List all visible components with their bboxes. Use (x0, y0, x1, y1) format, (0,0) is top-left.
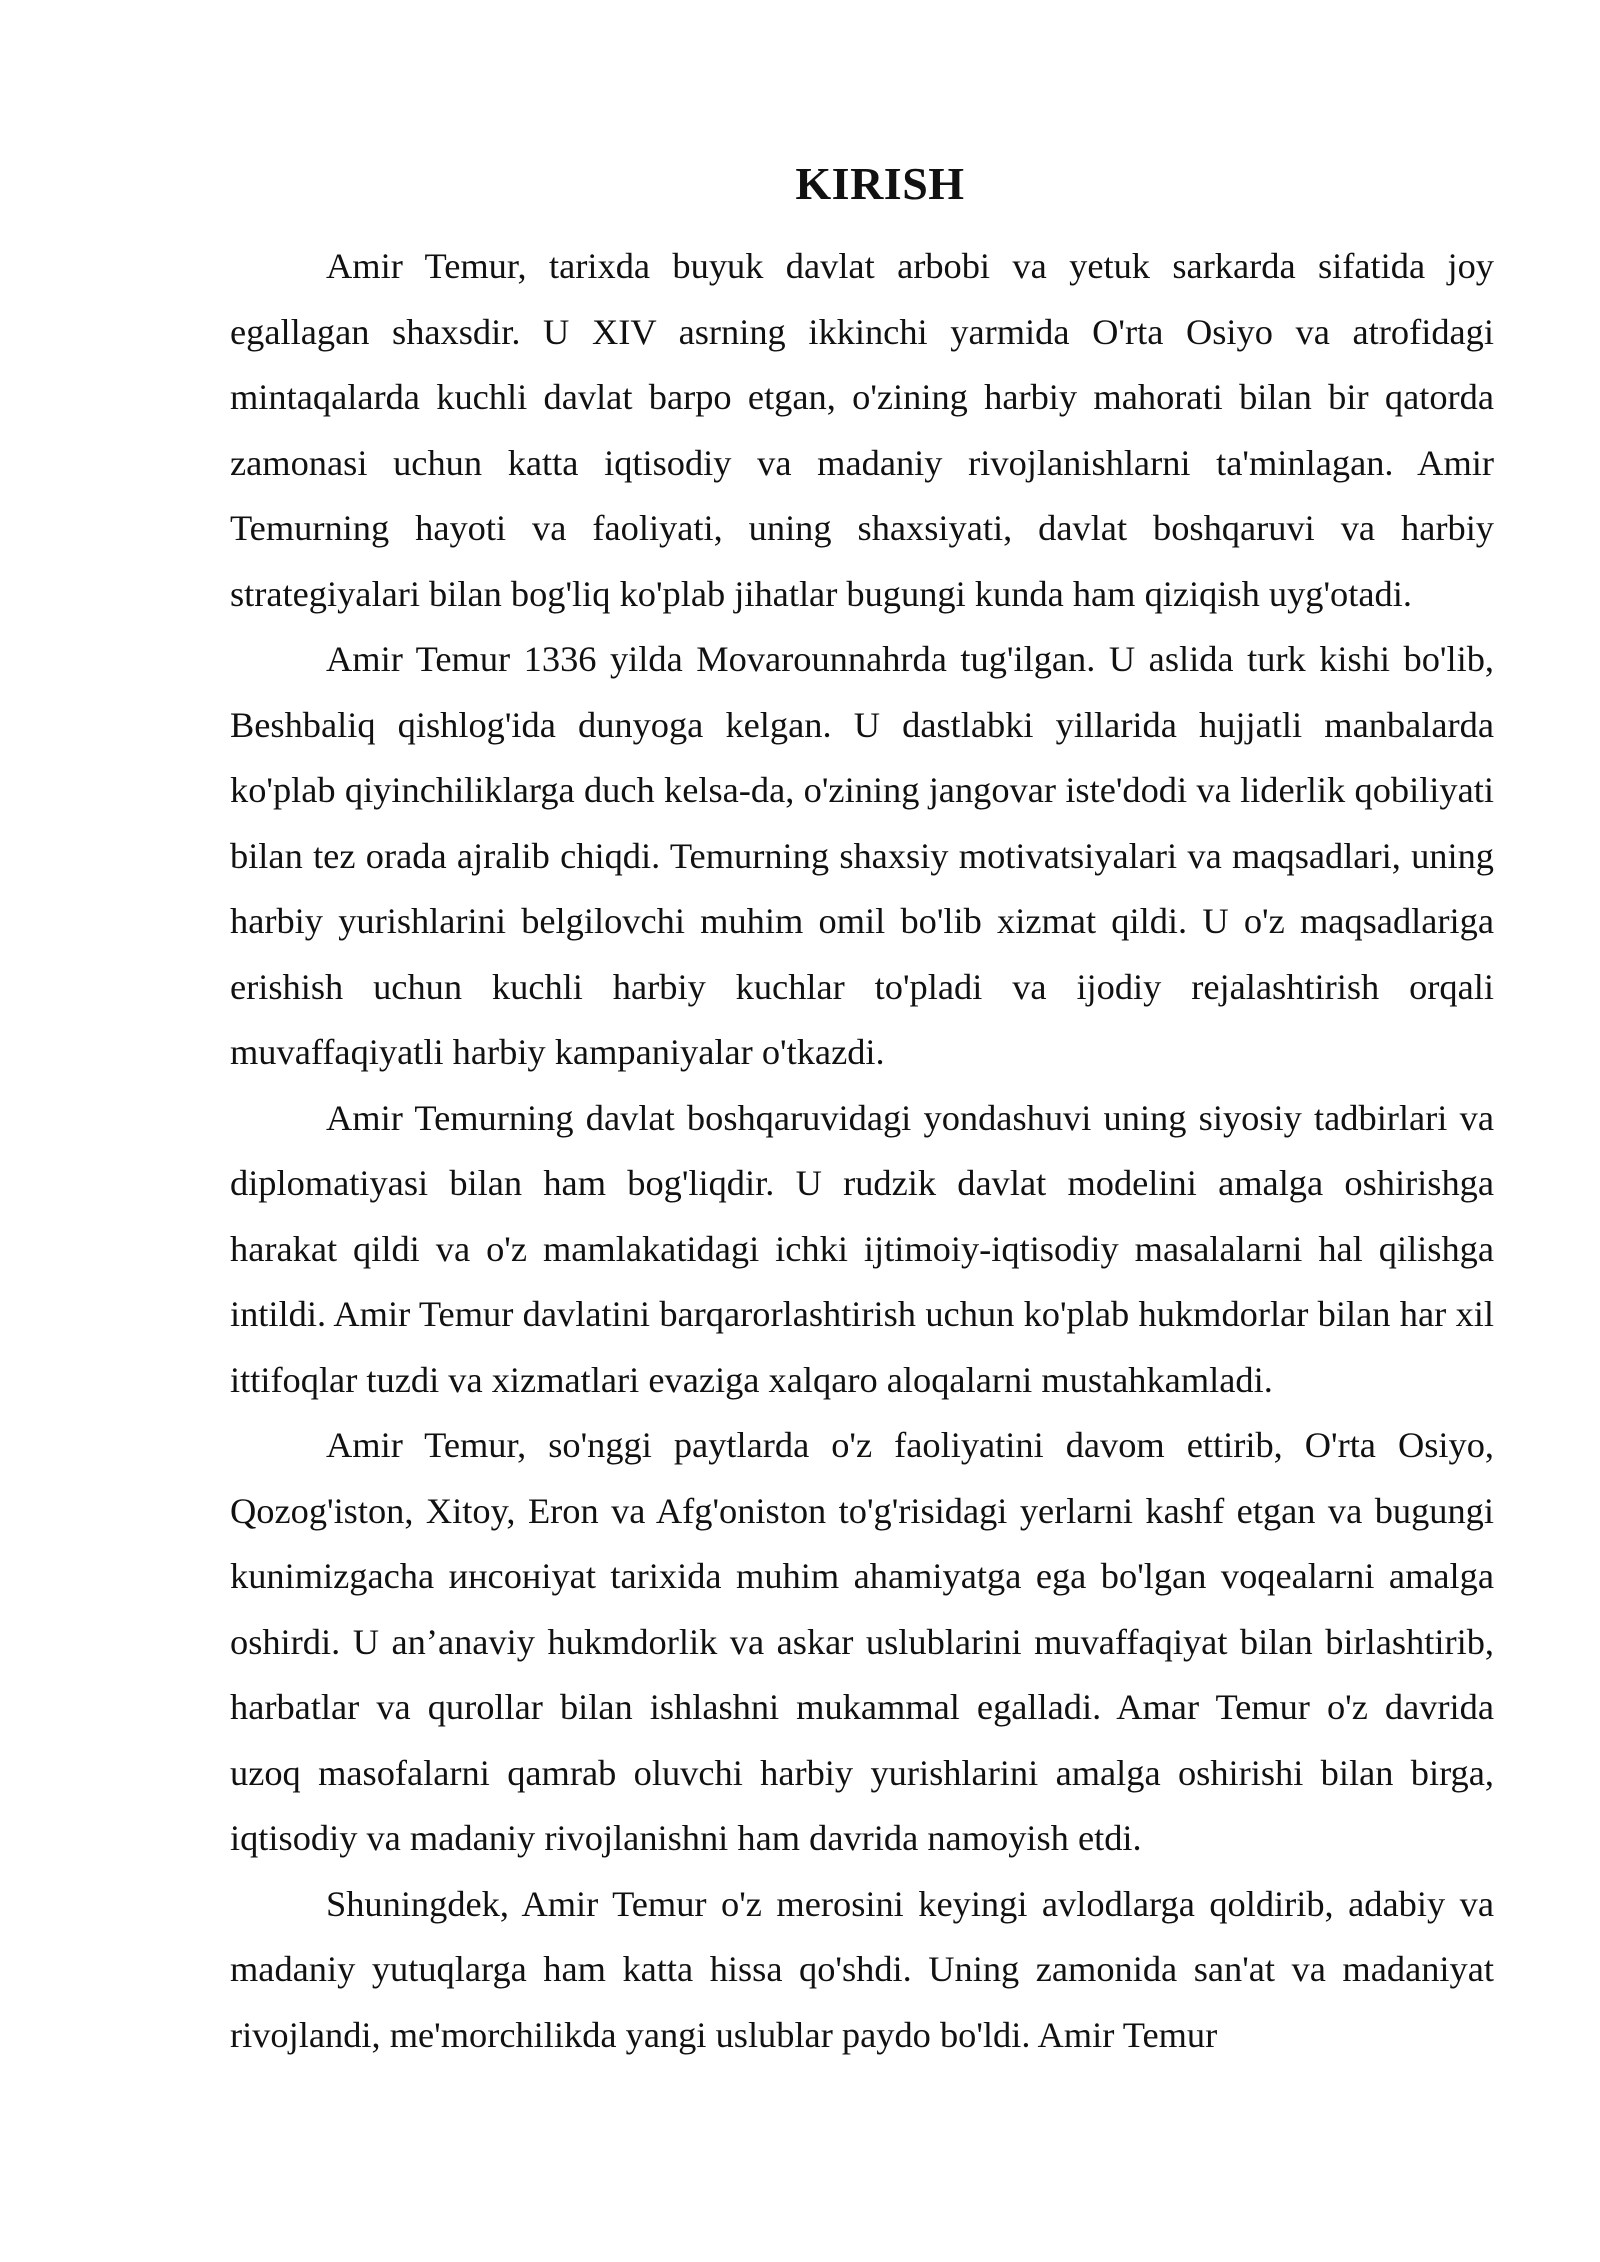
paragraph-5: Shuningdek, Amir Temur o'z merosini keyingi avlodlarga qoldirib, adabiy va madaniy yutuqlarga ham katta hissa qo'shdi. Uning zamonida san'at va madaniyat rivojlandi, me'morchilikda yangi uslublar paydo bo'ldi. Amir Temur (230, 1883, 1494, 2055)
paragraph-2: Amir Temur 1336 yilda Movarounnahrda tug'ilgan. U aslida turk kishi bo'lib, Beshbaliq qishlog'ida dunyoga kelgan. U dastlabki yillarida hujjatli manbalarda ko'plab qiyinchiliklarga duch kelsa-da, o'zining jangovar iste'dodi va liderlik qobiliyati bilan tez orada ajralib chiqdi. Temurning shaxsiy motivatsiyalari va maqsadlari, uning harbiy yurishlarini belgilovchi muhim omil bo'lib xizmat qildi. U o'z maqsadlariga erishish uchun kuchli harbiy kuchlar to'pladi va ijodiy rejalashtirish orqali muvaffaqiyatli harbiy kampaniyalar o'tkazdi. (230, 639, 1494, 1072)
paragraph-3: Amir Temurning davlat boshqaruvidagi yondashuvi uning siyosiy tadbirlari va diplomatiyasi bilan ham bog'liqdir. U rudzik davlat modelini amalga oshirishga harakat qildi va o'z mamlakatidagi ichki ijtimoiy-iqtisodiy masalalarni hal qilishga intildi. Amir Temur davlatini barqarorlashtirish uchun ko'plab hukmdorlar bilan har xil ittifoqlar tuzdi va xizmatlari evaziga xalqaro aloqalarni mustahkamladi. (230, 1097, 1494, 1400)
page-title: KIRISH (795, 158, 965, 209)
paragraph-4: Amir Temur, so'nggi paytlarda o'z faoliyatini davom ettirib, O'rta Osiyo, Qozog'iston, Xitoy, Eron va Afg'oniston to'g'risidagi yerlarni kashf etgan va bugungi kunimizgacha инсоніyat tarixida muhim ahamiyatga ega bo'lgan voqealarni amalga oshirdi. U an’anaviy hukmdorlik va askar uslublarini muvaffaqiyat bilan birlashtirib, harbatlar va qurollar bilan ishlashni mukammal egalladi. Amar Temur o'z davrida uzoq masofalarni qamrab oluvchi harbiy yurishlarini amalga oshirishi bilan birga, iqtisodiy va madaniy rivojlanishni ham davrida namoyish etdi. (230, 1425, 1494, 1858)
document-body (230, 148, 1494, 2068)
paragraph-1: Amir Temur, tarixda buyuk davlat arbobi va yetuk sarkarda sifatida joy egallagan shaxsdir. U XIV asrning ikkinchi yarmida O'rta Osiyo va atrofidagi mintaqalarda kuchli davlat barpo etgan, o'zining harbiy mahorati bilan bir qatorda zamonasi uchun katta iqtisodiy va madaniy rivojlanishlarni ta'minlagan. Amir Temurning hayoti va faoliyati, uning shaxsiyati, davlat boshqaruvi va harbiy strategiyalari bilan bog'liq ko'plab jihatlar bugungi kunda ham qiziqish uyg'otadi. (230, 246, 1494, 614)
